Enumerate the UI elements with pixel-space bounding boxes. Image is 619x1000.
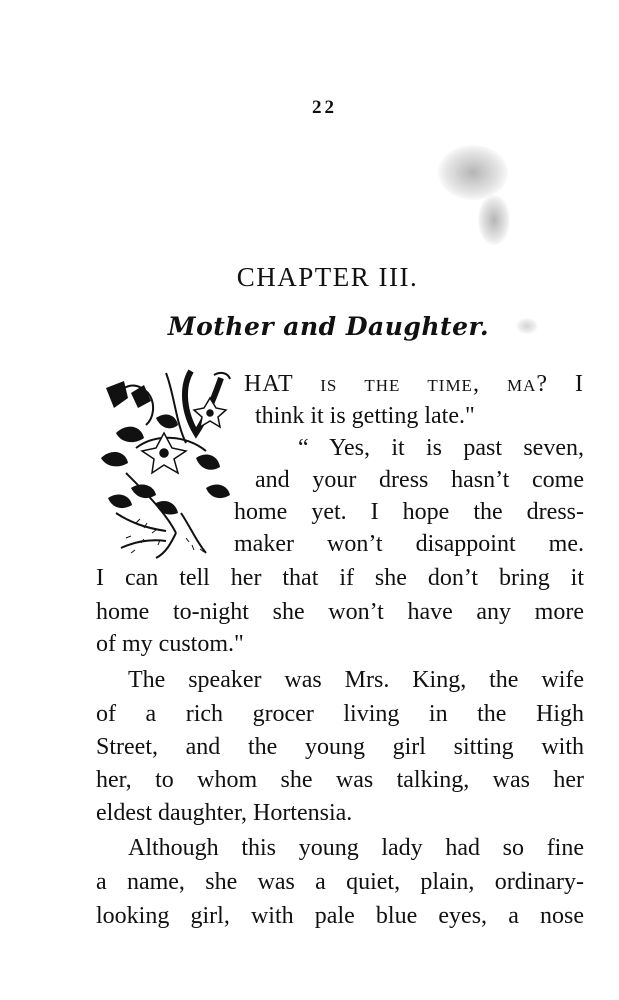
text-line: a name, she was a quiet, plain, ordinary- xyxy=(96,869,584,895)
chapter-title: CHAPTER III. xyxy=(236,262,419,292)
text-line: eldest daughter, Hortensia. xyxy=(96,800,353,826)
text-line: I can tell her that if she don’t bring it xyxy=(96,565,584,591)
text-line: home to-night she won’t have any more xyxy=(96,599,584,625)
text-line: of my custom." xyxy=(96,631,244,657)
chapter-subtitle: Mother and Daughter. xyxy=(167,312,490,341)
ink-smudge xyxy=(438,145,508,200)
floral-drop-cap-w-icon xyxy=(96,363,244,561)
text-line: looking girl, with pale blue eyes, a nose xyxy=(96,903,584,929)
text-line: maker won’t disappoint me. xyxy=(234,531,584,557)
page-number: 22 xyxy=(312,97,337,118)
text-line: “ Yes, it is past seven, xyxy=(298,435,584,461)
text-line: HAT is the time, ma? I xyxy=(244,371,584,397)
text-line: of a rich grocer living in the High xyxy=(96,701,584,727)
text-line: her, to whom she was talking, was her xyxy=(96,767,584,793)
text-line: home yet. I hope the dress- xyxy=(234,499,584,525)
text-line: Street, and the young girl sitting with xyxy=(96,734,584,760)
text-line: Although this young lady had so fine xyxy=(128,835,584,861)
text-line: think it is getting late." xyxy=(255,403,475,429)
text-line: The speaker was Mrs. King, the wife xyxy=(128,667,584,693)
text-line: and your dress hasn’t come xyxy=(255,467,584,493)
ink-smudge xyxy=(478,195,510,245)
